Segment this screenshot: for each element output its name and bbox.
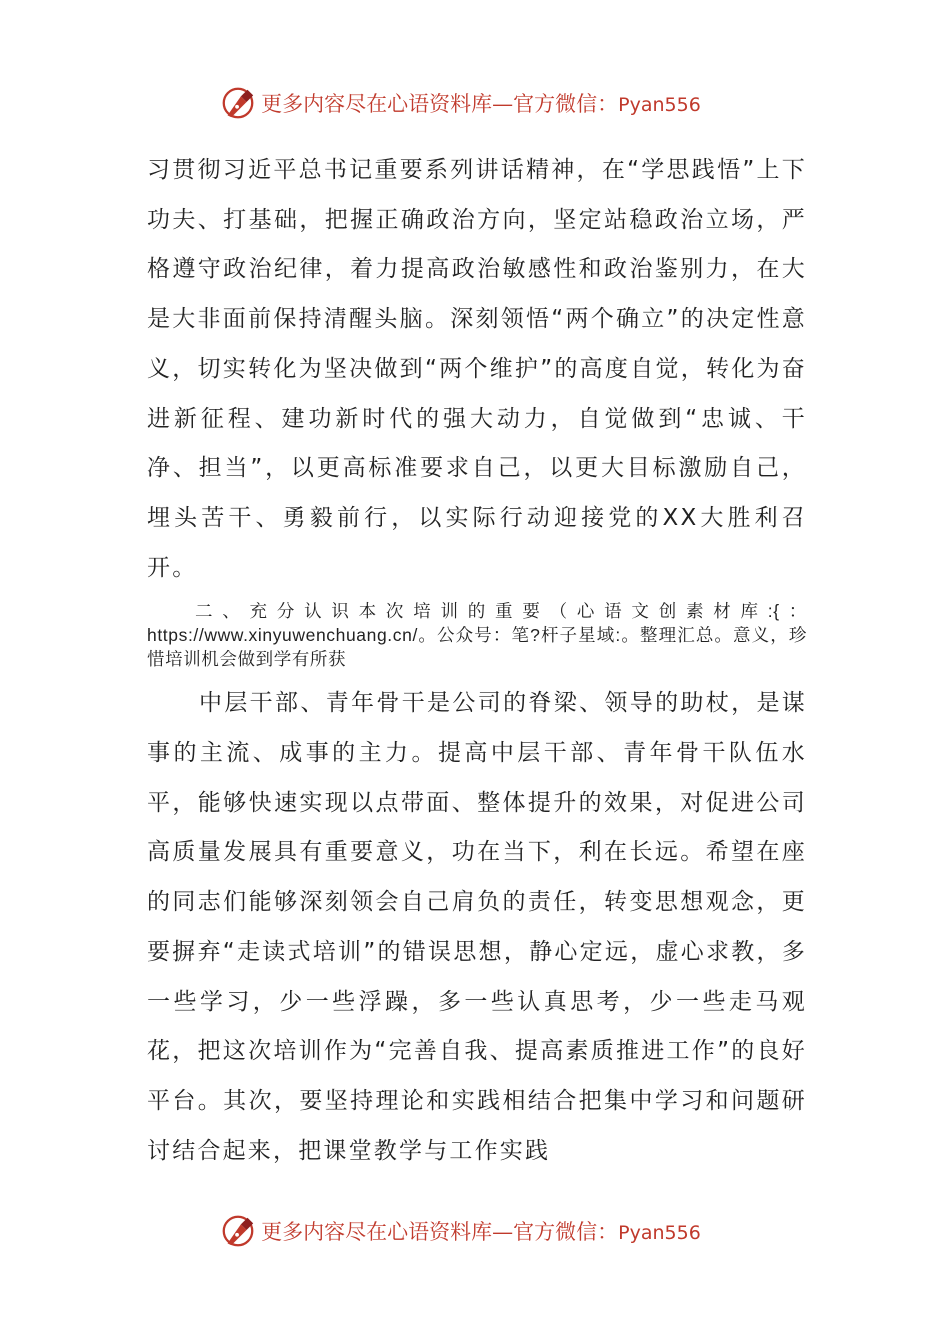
banner-main-text: 更多内容尽在心语资料库 [261,92,493,116]
document-body [147,146,807,1176]
banner-text [261,88,701,118]
pen-nib-logo-icon [219,84,257,122]
banner-dash: — [492,92,514,116]
header-banner [0,78,950,128]
paragraph-2: 中层干部、青年骨干是公司的脊梁、领导的助杖，是谋事的主流、成事的主力。提高中层干部、青年骨干队伍水平，能够快速实现以点带面、整体提升的效果，对促进公司高质量发展具有重要意义，功在当下，利在长远。希望在座的同志们能够深刻领会自己肩负的责任，转变思想观念，更要摒弃“走读式培训”的错误思想，静心定远，虚心求教，多一些学习，少一些浮躁，多一些认真思考，少一些走马观花，把这次培训作为“完善自我、提高素质推进工作”的良好平台。其次，要坚持理论和实践相结合把集中学习和问题研讨结合起来，把课堂教学与工作实践 [147,690,807,1164]
banner-official-label: 官方微信： [513,1220,619,1244]
paragraph-1: 习贯彻习近平总书记重要系列讲话精神，在“学思践悟”上下功夫、打基础，把握正确政治方向，坚定站稳政治立场，严格遵守政治纪律，着力提高政治敏感性和政治鉴别力，在大是大非面前保持清醒头脑。深刻领悟“两个确立”的决定性意义，切实转化为坚决做到“两个维护”的高度自觉，转化为奋进新征程、建功新时代的强大动力，自觉做到“忠诚、干净、担当”，以更高标准要求自己，以更大目标激励自己，埋头苦干、勇毅前行，以实际行动迎接党的XX大胜利召开。 [147,157,807,581]
footer-banner [0,1206,950,1256]
banner-official-label: 官方微信： [513,92,619,116]
banner-main-text: 更多内容尽在心语资料库 [261,1220,493,1244]
banner-wechat-id: Pyan556 [618,1222,701,1244]
pen-nib-logo-icon [219,1212,257,1250]
banner-wechat-id: Pyan556 [618,94,701,116]
banner-text [261,1216,701,1246]
section-heading-2: 二、充分认识本次培训的重要（心语文创素材库:{：https://www.xinyuwenchuang.cn/。公众号：笔?杆子星域:。整理汇总。意义，珍惜培训机会做到学有所获 [147,601,807,670]
banner-dash: — [492,1220,514,1244]
